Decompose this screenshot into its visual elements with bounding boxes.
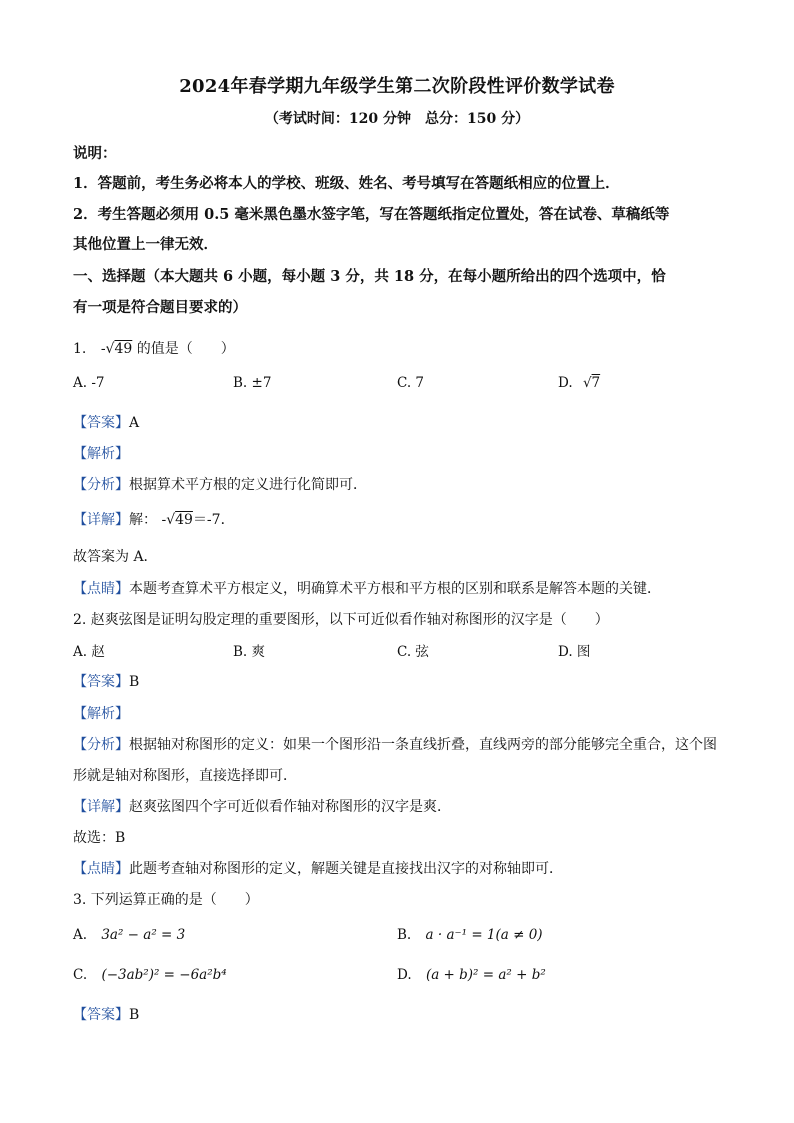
q1-option-b: B. ±7: [233, 375, 272, 391]
detail-minus: -: [161, 512, 167, 528]
q2-fenxi-cont: 形就是轴对称图形，直接选择即可．: [73, 768, 297, 784]
page-title: 2024年春学期九年级学生第二次阶段性评价数学试卷: [179, 76, 615, 97]
section-heading-cont: 有一项是符合题目要求的）: [73, 299, 247, 316]
answer-tag: 【答案】: [73, 674, 129, 690]
q1-option-a: A. -7: [73, 375, 105, 391]
q3-option-b: [397, 927, 543, 943]
sqrt-icon: √: [105, 341, 115, 357]
answer-value: B: [129, 1007, 140, 1023]
fenxi-text: 根据轴对称图形的定义：如果一个图形沿一条直线折叠，直线两旁的部分能够完全重合，这个图: [129, 737, 717, 753]
q1-option-d-label: D.: [558, 375, 573, 391]
q1-point: [73, 578, 661, 598]
q3-option-a: [73, 927, 185, 943]
answer-tag: 【答案】: [73, 415, 129, 431]
q1-option-c: C. 7: [397, 375, 425, 391]
q1-answer: [73, 412, 139, 432]
question-2-stem: 2. 赵爽弦图是证明勾股定理的重要图形，以下可近似看作轴对称图形的汉字是（ ）: [73, 612, 609, 628]
sqrt-icon: √: [166, 512, 176, 528]
fenxi-tag: 【分析】: [73, 737, 129, 753]
section-heading: 一、选择题（本大题共 6 小题，每小题 3 分，共 18 分，在每小题所给出的四个选项中，恰: [73, 268, 666, 285]
question-1-stem: [73, 338, 235, 358]
q3-option-c: [73, 967, 227, 983]
point-text: 本题考查算术平方根定义，明确算术平方根和平方根的区别和联系是解答本题的关键．: [129, 581, 661, 597]
option-expression: 3a² − a² = 3: [101, 927, 186, 943]
instruction-item-2: 2．考生答题必须用 0.5 毫米黑色墨水签字笔，写在答题纸指定位置处，答在试卷、草稿纸等: [73, 206, 670, 223]
detail-radicand: 49: [175, 512, 193, 528]
answer-value: B: [129, 674, 140, 690]
option-label: B.: [397, 927, 412, 943]
q2-conclusion: 故选：B: [73, 830, 126, 846]
detail-suffix: ＝-7．: [192, 512, 235, 528]
q1-analysis-tag: 【解析】: [73, 446, 129, 462]
q1-detail: [73, 509, 235, 529]
detail-tag: 【详解】: [73, 512, 129, 528]
option-label: D.: [397, 967, 412, 983]
point-tag: 【点睛】: [73, 581, 129, 597]
q2-fenxi: [73, 734, 717, 754]
minus-sign: -: [100, 341, 106, 357]
q2-analysis-tag: 【解析】: [73, 706, 129, 722]
detail-prefix: 解：: [129, 512, 157, 528]
q1-option-d: [558, 375, 600, 391]
q2-option-a: A. 赵: [73, 644, 105, 660]
point-text: 此题考查轴对称图形的定义，解题关键是直接找出汉字的对称轴即可．: [129, 861, 563, 877]
question-3-stem: 3. 下列运算正确的是（ ）: [73, 892, 259, 908]
question-number: 1.: [73, 341, 87, 357]
radicand: 49: [114, 341, 133, 357]
instruction-item-1: 1．答题前，考生务必将本人的学校、班级、姓名、考号填写在答题纸相应的位置上．: [73, 175, 620, 192]
detail-text: 赵爽弦图四个字可近似看作轴对称图形的汉字是爽．: [129, 799, 451, 815]
question-1-suffix: 的值是（ ）: [136, 341, 235, 357]
option-expression: (a + b)² = a² + b²: [425, 967, 546, 983]
option-expression: a · a⁻¹ = 1(a ≠ 0): [425, 927, 543, 943]
q2-option-c: C. 弦: [397, 644, 429, 660]
q2-option-d: D. 图: [558, 644, 591, 660]
q2-answer: [73, 671, 139, 691]
option-expression: (−3ab²)² = −6a²b⁴: [101, 967, 227, 983]
page-subtitle: （考试时间：120 分钟 总分：150 分）: [264, 111, 530, 127]
q3-answer: [73, 1004, 139, 1024]
fenxi-text: 根据算术平方根的定义进行化简即可．: [129, 477, 367, 493]
instruction-item-2-cont: 其他位置上一律无效．: [73, 236, 218, 253]
answer-tag: 【答案】: [73, 1007, 129, 1023]
q2-point: [73, 858, 563, 878]
q3-option-d: [397, 967, 546, 983]
instructions-heading: 说明：: [73, 145, 117, 162]
option-label: A.: [73, 927, 88, 943]
q1-conclusion: 故答案为 A．: [73, 549, 158, 565]
fenxi-tag: 【分析】: [73, 477, 129, 493]
detail-tag: 【详解】: [73, 799, 129, 815]
answer-value: A: [129, 415, 140, 431]
q2-option-b: B. 爽: [233, 644, 266, 660]
option-label: C.: [73, 967, 88, 983]
point-tag: 【点睛】: [73, 861, 129, 877]
sqrt-icon: √: [582, 375, 592, 391]
option-d-radicand: 7: [591, 375, 601, 391]
q1-fenxi: [73, 474, 367, 494]
q2-detail: [73, 796, 451, 816]
